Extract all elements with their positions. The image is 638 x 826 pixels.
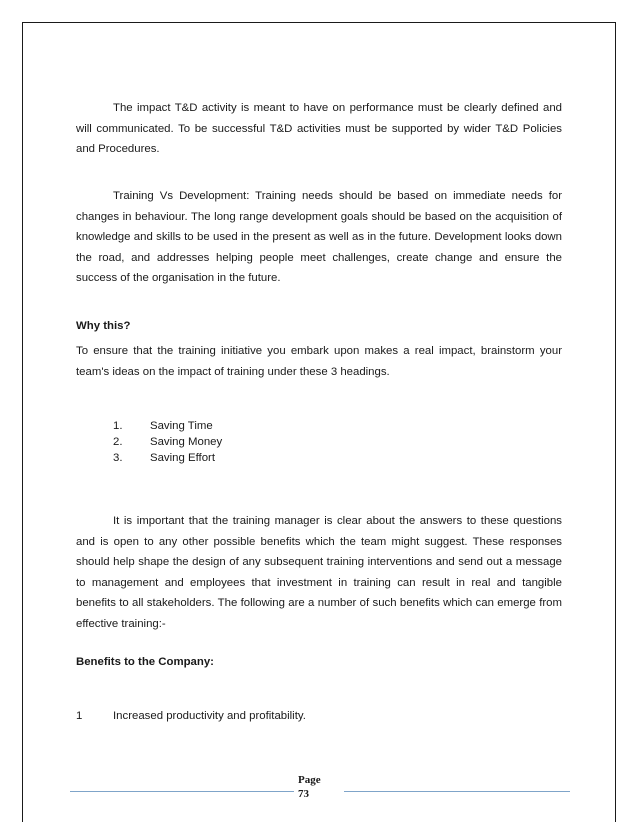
page-number: 73 [298, 788, 309, 800]
paragraph-ensure-impact: To ensure that the training initiative you embark upon makes a real impact, brainstorm your team's ideas on the impact of training under these 3 headings. [76, 345, 562, 378]
list-number: 1 [76, 710, 83, 722]
list-item [76, 434, 562, 450]
paragraph-training-manager: It is important that the training manager is clear about the answers to these questions and is open to any other possible benefits which the team might suggest. These responses should help shape the design of any subsequent training interventions and send out a message to management and employees that investment in training can result in real and tangible benefits to all stakeholders. The following are a number of such benefits which can emerge from effective training:- [76, 515, 562, 630]
paragraph-training-vs-development: Training Vs Development: Training needs should be based on immediate needs for changes in behaviour. The long range development goals should be based on the acquisition of knowledge and skills to be used in the present as well as in the future. Development looks down the road, and addresses helping people meet challenges, create change and ensure the success of the organisation in the future. [76, 190, 562, 284]
page-number-label [298, 773, 344, 801]
list-item [76, 706, 562, 727]
list-item [76, 450, 562, 466]
benefits-list [76, 706, 562, 727]
list-label: Saving Effort [150, 452, 216, 464]
list-item [76, 418, 562, 434]
heading-benefits-company: Benefits to the Company: [76, 656, 214, 668]
heading-why-this: Why this? [76, 320, 131, 332]
list-label: Saving Money [150, 436, 223, 448]
list-label: Increased productivity and profitability. [113, 710, 306, 722]
list-number: 2. [113, 436, 123, 448]
footer-rule-left [70, 791, 294, 792]
page-word: Page [298, 774, 321, 786]
list-number: 1. [113, 420, 123, 432]
list-label: Saving Time [150, 420, 213, 432]
footer-rule-right [344, 791, 570, 792]
paragraph-impact: The impact T&D activity is meant to have on performance must be clearly defined and will communicated. To be successful T&D activities must be supported by wider T&D Policies and Procedures. [76, 102, 562, 155]
headings-list [76, 418, 562, 466]
list-number: 3. [113, 452, 123, 464]
